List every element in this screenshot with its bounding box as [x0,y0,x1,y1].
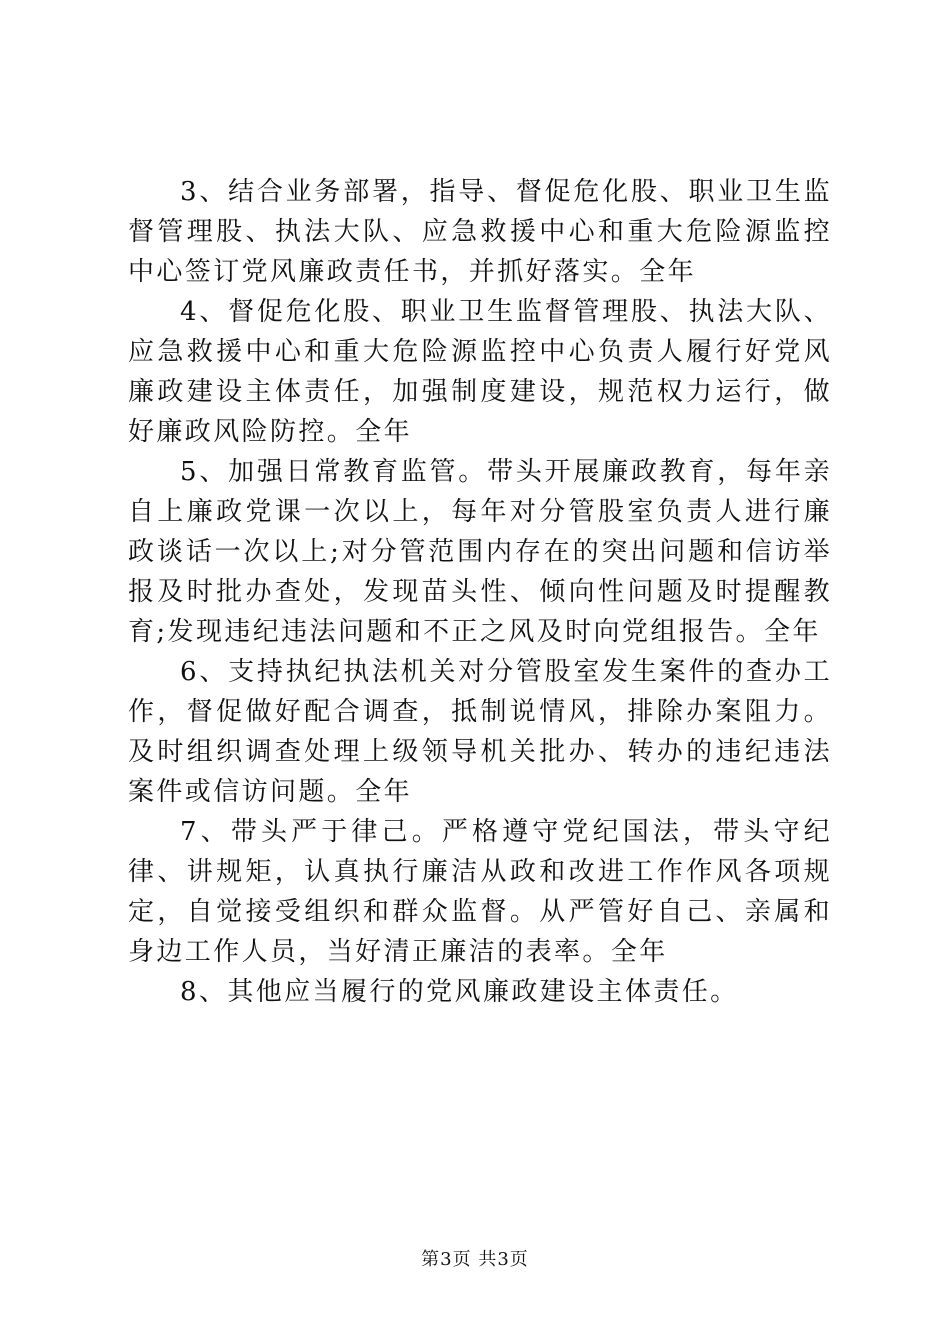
paragraph-item-3: 3、结合业务部署，指导、督促危化股、职业卫生监督管理股、执法大队、应急救援中心和重大危险源监控中心签订党风廉政责任书，并抓好落实。全年 [128,177,832,287]
page-number-footer: 第3页 共3页 [421,1249,529,1270]
paragraph-item-6: 6、支持执纪执法机关对分管股室发生案件的查办工作，督促做好配合调查，抵制说情风，排除办案阻力。及时组织调查处理上级领导机关批办、转办的违纪违法案件或信访问题。全年 [128,657,832,807]
document-body [128,172,832,1012]
paragraph-item-5: 5、加强日常教育监管。带头开展廉政教育，每年亲自上廉政党课一次以上，每年对分管股室负责人进行廉政谈话一次以上;对分管范围内存在的突出问题和信访举报及时批办查处，发现苗头性、倾向性问题及时提醒教育;发现违纪违法问题和不正之风及时向党组报告。全年 [128,457,832,647]
paragraph-item-7: 7、带头严于律己。严格遵守党纪国法，带头守纪律、讲规矩，认真执行廉洁从政和改进工作作风各项规定，自觉接受组织和群众监督。从严管好自己、亲属和身边工作人员，当好清正廉洁的表率。全年 [128,817,832,967]
paragraph-item-8: 8、其他应当履行的党风廉政建设主体责任。 [180,977,739,1007]
paragraph-item-4: 4、督促危化股、职业卫生监督管理股、执法大队、应急救援中心和重大危险源监控中心负责人履行好党风廉政建设主体责任，加强制度建设，规范权力运行，做好廉政风险防控。全年 [128,297,832,447]
